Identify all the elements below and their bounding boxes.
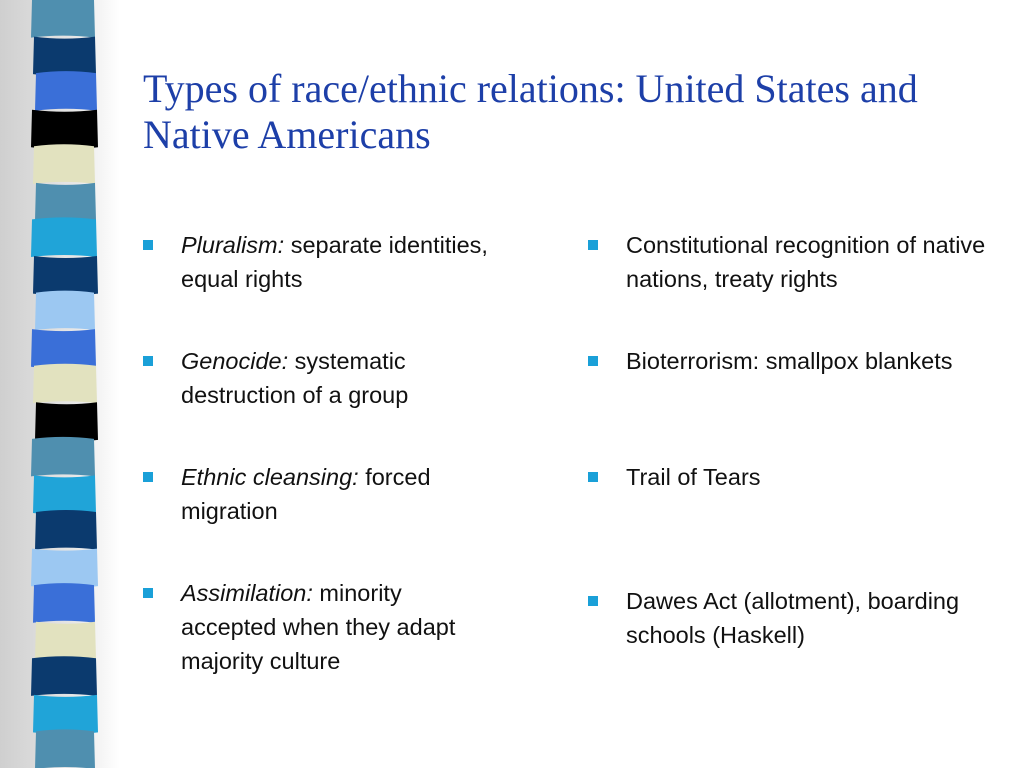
square-bullet-icon bbox=[588, 356, 598, 366]
list-item bbox=[143, 228, 503, 296]
item-text: Dawes Act (allotment), boarding schools (Haskell) bbox=[626, 588, 960, 648]
strip-segment bbox=[35, 291, 95, 331]
strip-segment bbox=[35, 183, 96, 223]
strip-segment bbox=[35, 729, 95, 768]
term-description: separate identities, equal rights bbox=[181, 232, 488, 292]
strip-segment bbox=[33, 695, 98, 735]
strip-segment bbox=[33, 475, 96, 515]
square-bullet-icon bbox=[588, 472, 598, 482]
term-description: forced migration bbox=[181, 464, 431, 524]
term-label: Assimilation: bbox=[181, 580, 313, 606]
term-label: Pluralism: bbox=[181, 232, 285, 258]
list-item bbox=[143, 576, 503, 678]
strip-segment bbox=[33, 144, 95, 184]
list-item bbox=[588, 460, 988, 494]
strip-segment bbox=[31, 217, 97, 257]
strip-segment bbox=[33, 256, 98, 296]
item-text: Constitutional recognition of native nations, treaty rights bbox=[626, 232, 986, 292]
strip-segment bbox=[31, 437, 95, 477]
slide-title: Types of race/ethnic relations: United States and Native Americans bbox=[143, 66, 918, 157]
strip-segment bbox=[31, 549, 98, 589]
item-text: Trail of Tears bbox=[626, 464, 761, 490]
strip-segment bbox=[35, 510, 97, 550]
decorative-stripe-bar bbox=[0, 0, 120, 768]
list-item bbox=[588, 584, 988, 652]
strip-segment bbox=[31, 0, 95, 38]
strip-segment bbox=[33, 583, 95, 623]
strip-segment bbox=[35, 71, 97, 111]
term-description: systematic destruction of a group bbox=[181, 348, 409, 408]
list-item bbox=[143, 460, 503, 528]
strip-segment bbox=[35, 622, 96, 662]
term-label: Ethnic cleansing: bbox=[181, 464, 359, 490]
square-bullet-icon bbox=[143, 588, 153, 598]
square-bullet-icon bbox=[143, 356, 153, 366]
list-item bbox=[588, 344, 988, 378]
term-description: minority accepted when they adapt majority culture bbox=[181, 580, 456, 674]
list-item bbox=[143, 344, 503, 412]
square-bullet-icon bbox=[588, 596, 598, 606]
strip-segment bbox=[31, 656, 97, 696]
strip-segment bbox=[33, 364, 97, 404]
strip-segment bbox=[33, 37, 96, 77]
square-bullet-icon bbox=[143, 240, 153, 250]
square-bullet-icon bbox=[143, 472, 153, 482]
strip-segment bbox=[31, 329, 96, 369]
list-item bbox=[588, 228, 988, 296]
item-text: Bioterrorism: smallpox blankets bbox=[626, 348, 953, 374]
square-bullet-icon bbox=[588, 240, 598, 250]
strip-segment bbox=[31, 110, 98, 150]
strip-segment bbox=[35, 402, 98, 442]
term-label: Genocide: bbox=[181, 348, 289, 374]
